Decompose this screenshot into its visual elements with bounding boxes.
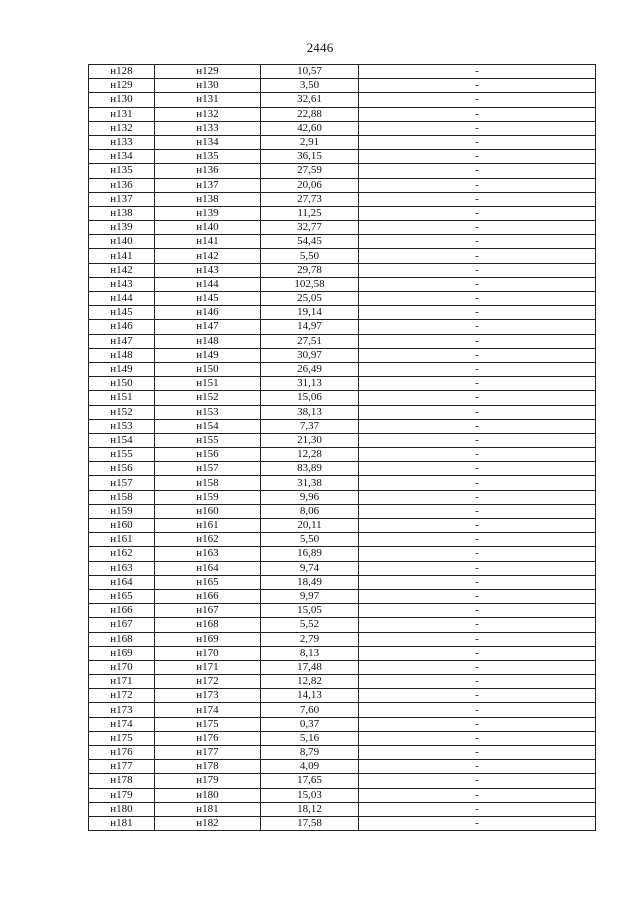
from-point-cell: н173	[89, 703, 155, 717]
to-point-cell: н130	[155, 79, 261, 93]
note-cell: -	[359, 802, 596, 816]
from-point-cell: н164	[89, 575, 155, 589]
to-point-cell: н152	[155, 391, 261, 405]
note-cell: -	[359, 689, 596, 703]
to-point-cell: н137	[155, 178, 261, 192]
table-row	[89, 504, 596, 518]
note-cell: -	[359, 547, 596, 561]
from-point-cell: н152	[89, 405, 155, 419]
table-row	[89, 277, 596, 291]
from-point-cell: н138	[89, 206, 155, 220]
to-point-cell: н163	[155, 547, 261, 561]
note-cell: -	[359, 320, 596, 334]
note-cell: -	[359, 93, 596, 107]
table-row	[89, 774, 596, 788]
to-point-cell: н167	[155, 604, 261, 618]
from-point-cell: н132	[89, 121, 155, 135]
table-row	[89, 150, 596, 164]
table-row	[89, 547, 596, 561]
table-row	[89, 362, 596, 376]
length-cell: 25,05	[261, 292, 359, 306]
from-point-cell: н143	[89, 277, 155, 291]
note-cell: -	[359, 433, 596, 447]
table-row	[89, 206, 596, 220]
from-point-cell: н131	[89, 107, 155, 121]
table-row	[89, 178, 596, 192]
from-point-cell: н144	[89, 292, 155, 306]
note-cell: -	[359, 79, 596, 93]
from-point-cell: н179	[89, 788, 155, 802]
table-row	[89, 689, 596, 703]
length-cell: 54,45	[261, 235, 359, 249]
table-row	[89, 263, 596, 277]
length-cell: 30,97	[261, 348, 359, 362]
length-cell: 36,15	[261, 150, 359, 164]
from-point-cell: н159	[89, 504, 155, 518]
length-cell: 7,37	[261, 419, 359, 433]
length-cell: 8,13	[261, 646, 359, 660]
length-cell: 5,52	[261, 618, 359, 632]
table-row	[89, 348, 596, 362]
table-row	[89, 433, 596, 447]
to-point-cell: н165	[155, 575, 261, 589]
to-point-cell: н175	[155, 717, 261, 731]
note-cell: -	[359, 774, 596, 788]
table-row	[89, 490, 596, 504]
length-cell: 83,89	[261, 462, 359, 476]
table-row	[89, 476, 596, 490]
to-point-cell: н151	[155, 377, 261, 391]
to-point-cell: н146	[155, 306, 261, 320]
length-cell: 16,89	[261, 547, 359, 561]
note-cell: -	[359, 107, 596, 121]
length-cell: 42,60	[261, 121, 359, 135]
length-cell: 11,25	[261, 206, 359, 220]
length-cell: 12,82	[261, 675, 359, 689]
note-cell: -	[359, 135, 596, 149]
note-cell: -	[359, 717, 596, 731]
table-row	[89, 292, 596, 306]
note-cell: -	[359, 760, 596, 774]
table-row	[89, 221, 596, 235]
table-row	[89, 405, 596, 419]
length-cell: 5,50	[261, 533, 359, 547]
table-row	[89, 575, 596, 589]
note-cell: -	[359, 788, 596, 802]
note-cell: -	[359, 277, 596, 291]
to-point-cell: н169	[155, 632, 261, 646]
to-point-cell: н148	[155, 334, 261, 348]
to-point-cell: н147	[155, 320, 261, 334]
to-point-cell: н173	[155, 689, 261, 703]
note-cell: -	[359, 816, 596, 830]
table-row	[89, 561, 596, 575]
from-point-cell: н168	[89, 632, 155, 646]
to-point-cell: н154	[155, 419, 261, 433]
note-cell: -	[359, 192, 596, 206]
table-row	[89, 802, 596, 816]
from-point-cell: н156	[89, 462, 155, 476]
from-point-cell: н148	[89, 348, 155, 362]
table-row	[89, 419, 596, 433]
note-cell: -	[359, 306, 596, 320]
to-point-cell: н172	[155, 675, 261, 689]
to-point-cell: н182	[155, 816, 261, 830]
length-cell: 9,97	[261, 589, 359, 603]
to-point-cell: н158	[155, 476, 261, 490]
from-point-cell: н136	[89, 178, 155, 192]
note-cell: -	[359, 533, 596, 547]
length-cell: 18,49	[261, 575, 359, 589]
note-cell: -	[359, 348, 596, 362]
note-cell: -	[359, 618, 596, 632]
table-row	[89, 121, 596, 135]
to-point-cell: н178	[155, 760, 261, 774]
table-row	[89, 79, 596, 93]
to-point-cell: н180	[155, 788, 261, 802]
from-point-cell: н176	[89, 746, 155, 760]
from-point-cell: н142	[89, 263, 155, 277]
length-cell: 0,37	[261, 717, 359, 731]
length-cell: 4,09	[261, 760, 359, 774]
to-point-cell: н174	[155, 703, 261, 717]
from-point-cell: н140	[89, 235, 155, 249]
table-row	[89, 788, 596, 802]
length-cell: 29,78	[261, 263, 359, 277]
to-point-cell: н145	[155, 292, 261, 306]
from-point-cell: н158	[89, 490, 155, 504]
length-cell: 26,49	[261, 362, 359, 376]
table-row	[89, 660, 596, 674]
to-point-cell: н132	[155, 107, 261, 121]
table-row	[89, 519, 596, 533]
from-point-cell: н172	[89, 689, 155, 703]
table-row	[89, 235, 596, 249]
from-point-cell: н155	[89, 448, 155, 462]
from-point-cell: н129	[89, 79, 155, 93]
table-row	[89, 164, 596, 178]
length-cell: 15,03	[261, 788, 359, 802]
length-cell: 14,13	[261, 689, 359, 703]
length-cell: 2,79	[261, 632, 359, 646]
to-point-cell: н142	[155, 249, 261, 263]
length-cell: 7,60	[261, 703, 359, 717]
to-point-cell: н161	[155, 519, 261, 533]
to-point-cell: н176	[155, 731, 261, 745]
note-cell: -	[359, 476, 596, 490]
length-cell: 20,11	[261, 519, 359, 533]
to-point-cell: н157	[155, 462, 261, 476]
table-row	[89, 632, 596, 646]
from-point-cell: н128	[89, 65, 155, 79]
from-point-cell: н170	[89, 660, 155, 674]
length-cell: 15,06	[261, 391, 359, 405]
length-cell: 9,96	[261, 490, 359, 504]
from-point-cell: н174	[89, 717, 155, 731]
table-row	[89, 731, 596, 745]
from-point-cell: н154	[89, 433, 155, 447]
length-cell: 15,05	[261, 604, 359, 618]
to-point-cell: н159	[155, 490, 261, 504]
to-point-cell: н149	[155, 348, 261, 362]
to-point-cell: н166	[155, 589, 261, 603]
from-point-cell: н153	[89, 419, 155, 433]
length-cell: 10,57	[261, 65, 359, 79]
length-cell: 21,30	[261, 433, 359, 447]
length-cell: 17,65	[261, 774, 359, 788]
note-cell: -	[359, 221, 596, 235]
note-cell: -	[359, 448, 596, 462]
length-cell: 5,16	[261, 731, 359, 745]
from-point-cell: н135	[89, 164, 155, 178]
to-point-cell: н162	[155, 533, 261, 547]
from-point-cell: н151	[89, 391, 155, 405]
length-cell: 27,51	[261, 334, 359, 348]
note-cell: -	[359, 561, 596, 575]
from-point-cell: н169	[89, 646, 155, 660]
note-cell: -	[359, 235, 596, 249]
table-row	[89, 448, 596, 462]
to-point-cell: н170	[155, 646, 261, 660]
length-cell: 32,61	[261, 93, 359, 107]
to-point-cell: н141	[155, 235, 261, 249]
from-point-cell: н165	[89, 589, 155, 603]
table-row	[89, 249, 596, 263]
table-row	[89, 192, 596, 206]
to-point-cell: н150	[155, 362, 261, 376]
length-cell: 5,50	[261, 249, 359, 263]
note-cell: -	[359, 263, 596, 277]
to-point-cell: н139	[155, 206, 261, 220]
from-point-cell: н180	[89, 802, 155, 816]
to-point-cell: н129	[155, 65, 261, 79]
from-point-cell: н149	[89, 362, 155, 376]
table-row	[89, 760, 596, 774]
length-cell: 19,14	[261, 306, 359, 320]
from-point-cell: н133	[89, 135, 155, 149]
note-cell: -	[359, 660, 596, 674]
length-cell: 20,06	[261, 178, 359, 192]
table-row	[89, 675, 596, 689]
length-cell: 31,13	[261, 377, 359, 391]
to-point-cell: н153	[155, 405, 261, 419]
note-cell: -	[359, 362, 596, 376]
length-cell: 12,28	[261, 448, 359, 462]
note-cell: -	[359, 519, 596, 533]
note-cell: -	[359, 405, 596, 419]
note-cell: -	[359, 164, 596, 178]
boundary-points-table	[88, 64, 596, 831]
from-point-cell: н130	[89, 93, 155, 107]
note-cell: -	[359, 121, 596, 135]
note-cell: -	[359, 703, 596, 717]
note-cell: -	[359, 419, 596, 433]
to-point-cell: н177	[155, 746, 261, 760]
length-cell: 8,06	[261, 504, 359, 518]
table-row	[89, 65, 596, 79]
table-row	[89, 320, 596, 334]
from-point-cell: н166	[89, 604, 155, 618]
length-cell: 27,59	[261, 164, 359, 178]
length-cell: 27,73	[261, 192, 359, 206]
note-cell: -	[359, 65, 596, 79]
note-cell: -	[359, 575, 596, 589]
from-point-cell: н162	[89, 547, 155, 561]
to-point-cell: н143	[155, 263, 261, 277]
from-point-cell: н171	[89, 675, 155, 689]
table-row	[89, 604, 596, 618]
table-row	[89, 717, 596, 731]
page-number: 2446	[306, 40, 334, 55]
table-row	[89, 703, 596, 717]
table-row	[89, 391, 596, 405]
note-cell: -	[359, 504, 596, 518]
from-point-cell: н157	[89, 476, 155, 490]
from-point-cell: н181	[89, 816, 155, 830]
length-cell: 22,88	[261, 107, 359, 121]
table-row	[89, 646, 596, 660]
note-cell: -	[359, 150, 596, 164]
length-cell: 2,91	[261, 135, 359, 149]
length-cell: 32,77	[261, 221, 359, 235]
from-point-cell: н177	[89, 760, 155, 774]
from-point-cell: н161	[89, 533, 155, 547]
length-cell: 38,13	[261, 405, 359, 419]
length-cell: 9,74	[261, 561, 359, 575]
from-point-cell: н147	[89, 334, 155, 348]
length-cell: 3,50	[261, 79, 359, 93]
to-point-cell: н144	[155, 277, 261, 291]
table-row	[89, 618, 596, 632]
to-point-cell: н171	[155, 660, 261, 674]
note-cell: -	[359, 377, 596, 391]
note-cell: -	[359, 391, 596, 405]
from-point-cell: н167	[89, 618, 155, 632]
table-row	[89, 589, 596, 603]
from-point-cell: н141	[89, 249, 155, 263]
table-row	[89, 816, 596, 830]
note-cell: -	[359, 292, 596, 306]
from-point-cell: н160	[89, 519, 155, 533]
to-point-cell: н136	[155, 164, 261, 178]
length-cell: 14,97	[261, 320, 359, 334]
table-row	[89, 746, 596, 760]
note-cell: -	[359, 249, 596, 263]
to-point-cell: н160	[155, 504, 261, 518]
note-cell: -	[359, 646, 596, 660]
table-row	[89, 306, 596, 320]
to-point-cell: н181	[155, 802, 261, 816]
table-row	[89, 107, 596, 121]
to-point-cell: н138	[155, 192, 261, 206]
length-cell: 17,48	[261, 660, 359, 674]
note-cell: -	[359, 178, 596, 192]
table-row	[89, 462, 596, 476]
from-point-cell: н139	[89, 221, 155, 235]
from-point-cell: н137	[89, 192, 155, 206]
to-point-cell: н156	[155, 448, 261, 462]
note-cell: -	[359, 206, 596, 220]
note-cell: -	[359, 632, 596, 646]
table-row	[89, 93, 596, 107]
from-point-cell: н178	[89, 774, 155, 788]
to-point-cell: н168	[155, 618, 261, 632]
table-row	[89, 533, 596, 547]
to-point-cell: н179	[155, 774, 261, 788]
to-point-cell: н164	[155, 561, 261, 575]
to-point-cell: н133	[155, 121, 261, 135]
from-point-cell: н145	[89, 306, 155, 320]
note-cell: -	[359, 589, 596, 603]
table-row	[89, 135, 596, 149]
from-point-cell: н150	[89, 377, 155, 391]
from-point-cell: н134	[89, 150, 155, 164]
table-body	[89, 65, 596, 831]
length-cell: 102,58	[261, 277, 359, 291]
length-cell: 18,12	[261, 802, 359, 816]
to-point-cell: н131	[155, 93, 261, 107]
from-point-cell: н175	[89, 731, 155, 745]
note-cell: -	[359, 604, 596, 618]
length-cell: 8,79	[261, 746, 359, 760]
to-point-cell: н155	[155, 433, 261, 447]
table-row	[89, 377, 596, 391]
table-row	[89, 334, 596, 348]
to-point-cell: н135	[155, 150, 261, 164]
note-cell: -	[359, 675, 596, 689]
from-point-cell: н146	[89, 320, 155, 334]
note-cell: -	[359, 731, 596, 745]
note-cell: -	[359, 490, 596, 504]
to-point-cell: н140	[155, 221, 261, 235]
length-cell: 17,58	[261, 816, 359, 830]
from-point-cell: н163	[89, 561, 155, 575]
to-point-cell: н134	[155, 135, 261, 149]
note-cell: -	[359, 334, 596, 348]
note-cell: -	[359, 746, 596, 760]
length-cell: 31,38	[261, 476, 359, 490]
note-cell: -	[359, 462, 596, 476]
